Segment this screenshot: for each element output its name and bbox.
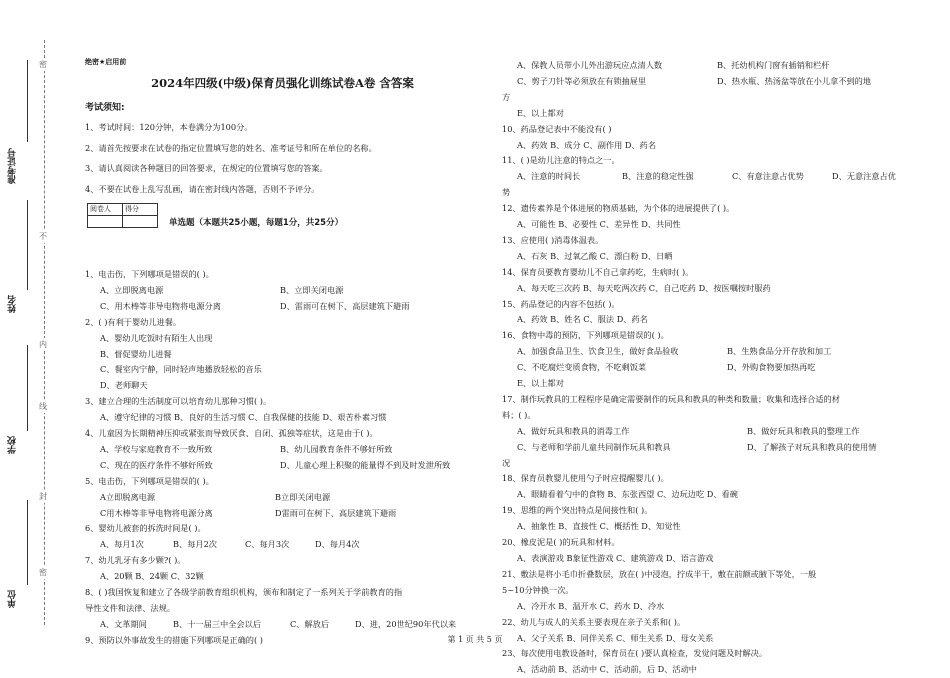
option[interactable]: B、做好玩具和教具的整理工作	[747, 425, 860, 436]
option[interactable]: B、注意的稳定性强	[622, 171, 694, 182]
question-options	[85, 299, 480, 315]
option[interactable]: A、冷开水 B、温开水 C、药水 D、冷水	[517, 600, 665, 611]
binding-char: 封	[39, 492, 47, 501]
option[interactable]: C、解放后	[290, 618, 330, 629]
option[interactable]: A、石灰 B、过氧乙酸 C、漂白粉 D、日晒	[517, 250, 673, 261]
section-title: 单选题（本题共25小题，每题1分，共25分）	[169, 218, 344, 228]
option[interactable]: A、婴幼儿吃饭时有陌生人出现	[100, 332, 213, 343]
instruction-item: 2、请首先按要求在试卷的指定位置填写您的姓名、准考证号和所在单位的名称。	[85, 142, 377, 153]
option[interactable]: C、每月3次	[245, 539, 290, 550]
question-stem: 19、思维的两个突出特点是间接性和( )。	[502, 505, 653, 516]
question-stem: 17、制作玩教具的工程程序是确定需要制作的玩具和教具的种类和数量；收集和选择合适的材	[502, 393, 840, 404]
label-school: 学校	[8, 436, 18, 454]
option[interactable]: A、做好玩具和教具的消毒工作	[517, 425, 630, 436]
question-options	[85, 537, 480, 553]
question-stem-cont: 料；( )。	[502, 409, 536, 420]
option[interactable]: D、每月4次	[315, 539, 360, 550]
option[interactable]: D、雷雨可在树下、高层建筑下避雨	[280, 300, 410, 311]
option[interactable]: C、剪子刀针等必须放在有锁抽屉里	[517, 75, 647, 86]
question-stem: 16、食物中毒的预防，下列哪项是错误的( )。	[502, 330, 669, 341]
question-options	[85, 458, 480, 474]
question-stem: 7、幼儿乳牙有多少颗?( )。	[85, 555, 186, 566]
label-name: 姓名	[8, 295, 18, 313]
question-stem: 13、应使用( )消毒体温表。	[502, 234, 604, 245]
option[interactable]: B、立即关闭电源	[280, 284, 344, 295]
question-stem: 21、敷法是将小毛巾折叠数层，放在( )中浸泡，拧成半干，敷在前额或腋下等处，一般	[502, 568, 817, 579]
question-stem: 3、建立合理的生活制度可以培育幼儿那种习惯( )。	[85, 396, 272, 407]
question-stem-cont: 5~10分钟换一次。	[502, 584, 574, 595]
option[interactable]: A、保教人员带小儿外出游玩应点清人数	[517, 60, 663, 70]
option[interactable]: A、学校与家庭教育不一致所致	[100, 443, 213, 454]
option[interactable]: E、以上都对	[517, 378, 564, 389]
option[interactable]: A、表演游戏 B象征性游戏 C、建筑游戏 D、语言游戏	[517, 552, 714, 563]
question-options	[502, 58, 922, 74]
question-stem: 8、( )我国恢复和建立了各级学前教育组织机构，颁布和制定了一系列关于学前教育的指	[85, 587, 403, 598]
question-stem: 2、( )有利于婴幼儿进餐。	[85, 316, 182, 327]
exam-number-field[interactable]	[27, 60, 28, 142]
binding-line	[44, 40, 45, 625]
option[interactable]: A、可能性 B、必要性 C、差异性 D、共同性	[517, 219, 681, 230]
question-stem: 9、预防以外事故发生的措施下列哪项是正确的( )	[85, 634, 263, 645]
option[interactable]: D、热水瓶、热汤盆等放在小儿拿不到的地	[717, 75, 871, 86]
instructions-heading: 考试须知:	[85, 103, 125, 113]
question-stem: 5、电击伤，下列哪项是错误的( )。	[85, 475, 214, 486]
label-unit: 单位	[8, 590, 18, 608]
question-stem: 12、遗传素养是个体进展的物质基础，为个体的进展提供了( )。	[502, 203, 735, 214]
option[interactable]: C、现在的医疗条件不够好所致	[100, 459, 213, 470]
option[interactable]: A、文革期间	[100, 618, 147, 629]
question-stem: 10、药品登记表中不能没有( )	[502, 123, 612, 134]
binding-gutter	[0, 0, 62, 671]
option[interactable]: A、遵守纪律的习惯 B、良好的生活习惯 C、自我保健的技能 D、艰苦朴素习惯	[100, 412, 387, 423]
option[interactable]: A、活动前 B、活动中 C、活动前，后 D、活动中	[517, 664, 697, 675]
question-stem: 11、( )是幼儿注意的特点之一。	[502, 155, 620, 166]
option[interactable]: C用木棒等非导电物将电源分离	[100, 507, 213, 518]
option[interactable]: C、与老师和学前儿童共同制作玩具和教具	[517, 441, 671, 452]
option[interactable]: A、立即脱离电源	[100, 284, 164, 295]
option[interactable]: A、每月1次	[100, 539, 144, 550]
score-cell[interactable]	[123, 216, 158, 228]
option[interactable]: B立即关闭电源	[275, 491, 331, 502]
option[interactable]: D、进，20世纪90年代以来	[355, 618, 457, 629]
score-table-score: 得分	[123, 204, 158, 216]
option[interactable]: A、父子关系 B、同伴关系 C、师生关系 D、母女关系	[517, 632, 714, 643]
question-options	[502, 169, 922, 185]
unit-field[interactable]	[27, 500, 28, 585]
page-number: 第 1 页 共 5 页	[447, 635, 503, 644]
label-exam-number: 准考证号	[8, 148, 18, 184]
option[interactable]: A、药效 B、成分 C、副作用 D、药名	[517, 139, 657, 150]
instructions-list	[85, 117, 480, 199]
option[interactable]: A立即脱离电源	[100, 491, 156, 502]
secret-mark: 绝密★启用前	[85, 58, 127, 66]
question-stem: 15、药品登记的内容不包括( )。	[502, 298, 620, 309]
option-cont: 况	[502, 457, 511, 468]
option[interactable]: A、抽象性 B、直接性 C、概括性 D、知觉性	[517, 521, 681, 532]
question-stem: 23、每次使用电教设备时，保育员在( )要认真检查，发觉问题及时解决。	[502, 648, 768, 659]
option[interactable]: C、用木棒等非导电物将电源分离	[100, 300, 221, 311]
question-options	[502, 74, 922, 90]
option[interactable]: D、老师聊天	[100, 380, 148, 391]
left-column	[85, 56, 480, 649]
binding-char: 线	[39, 402, 47, 411]
question-options	[502, 440, 922, 456]
question-stem: 18、保育员教婴儿使用勺子时应提醒婴儿( )。	[502, 473, 669, 484]
option[interactable]: C、有意注意占优势	[732, 171, 804, 182]
option-cont: 势	[502, 187, 511, 198]
school-field[interactable]	[27, 345, 28, 431]
question-options	[502, 360, 922, 376]
binding-char: 内	[39, 340, 47, 349]
question-options	[85, 506, 480, 522]
option[interactable]: B、十一届三中全会以后	[173, 618, 261, 629]
question-options	[502, 424, 922, 440]
binding-char: 密	[39, 60, 47, 69]
option[interactable]: A、注意的时间长	[517, 171, 581, 182]
question-options	[85, 283, 480, 299]
option[interactable]: D雷雨可在树下、高层建筑下避雨	[275, 507, 397, 518]
question-options	[85, 442, 480, 458]
binding-char: 不	[39, 232, 47, 241]
option[interactable]: D、儿童心理上积聚的能量得不到及时发泄所致	[280, 459, 451, 470]
option[interactable]: D、了解孩子对玩具和教具的使用情	[747, 441, 877, 452]
option-cont: 方	[502, 91, 511, 102]
option[interactable]: A、20颗 B、24颗 C、32颗	[100, 571, 204, 582]
question-options	[85, 617, 480, 633]
option[interactable]: B、每月2次	[173, 539, 217, 550]
binding-char: 密	[39, 568, 47, 577]
instruction-item: 3、请认真阅读各种题目的回答要求，在规定的位置填写您的答案。	[85, 163, 328, 173]
name-field[interactable]	[27, 200, 28, 290]
option[interactable]: B、托幼机构门窗有插销和栏杆	[717, 60, 830, 70]
right-column	[502, 58, 922, 678]
grader-cell[interactable]	[88, 216, 123, 228]
question-options	[502, 344, 922, 360]
option[interactable]: A、加强食品卫生、饮食卫生，做好食品验收	[517, 346, 679, 357]
question-stem-cont: 导性文件和法律、法规。	[85, 602, 176, 613]
score-table	[87, 203, 158, 228]
question-stem: 20、橡皮泥是( )的玩具和材料。	[502, 537, 620, 548]
option[interactable]: D、无意注意占优	[832, 171, 896, 182]
option[interactable]: B、督促婴幼儿进餐	[100, 348, 172, 359]
option[interactable]: D、外购食物要加热再吃	[727, 362, 816, 373]
option[interactable]: C、餐室内宁静，同时轻声地播放轻松的音乐	[100, 364, 262, 375]
option[interactable]: B、幼儿园教育条件不够好所致	[280, 443, 393, 454]
question-stem: 1、电击伤，下列哪项是错误的( )。	[85, 269, 214, 279]
score-table-grader: 阅卷人	[88, 204, 123, 216]
option[interactable]: C、不吃腐烂变质食物，不吃剩饭菜	[517, 362, 647, 373]
question-stem: 4、儿童因为长期精神压抑或紧张而导致厌食、自闭、孤独等症状，这是由于( )。	[85, 428, 378, 439]
option[interactable]: B、生熟食品分开存放和加工	[727, 346, 832, 357]
question-stem: 6、婴幼儿被套的拆洗时间是( )。	[85, 523, 206, 534]
option[interactable]: A、眼睛看着勺中的食物 B、东张西望 C、边玩边吃 D、看碗	[517, 489, 738, 500]
question-options	[85, 490, 480, 506]
score-row	[85, 203, 480, 233]
option[interactable]: A、每天吃三次药 B、每天吃两次药 C、自己吃药 D、按医嘱按时服药	[517, 282, 771, 293]
option[interactable]: A、药效 B、姓名 C、服法 D、药名	[517, 314, 648, 325]
page-title: 2024年四级(中级)保育员强化训练试卷A卷 含答案	[151, 76, 414, 90]
question-stem: 14、保育员要教育婴幼儿不自己拿药吃，生病时( )。	[502, 266, 694, 277]
instruction-item: 1、考试时间：120分钟，本卷满分为100分。	[85, 122, 253, 132]
instruction-item: 4、不要在试卷上乱写乱画，请在密封线内答题，否则不予评分。	[85, 183, 320, 194]
question-stem: 22、幼儿与成人的关系主要表现在亲子关系和( )。	[502, 616, 686, 627]
option[interactable]: E、以上都对	[517, 107, 564, 118]
